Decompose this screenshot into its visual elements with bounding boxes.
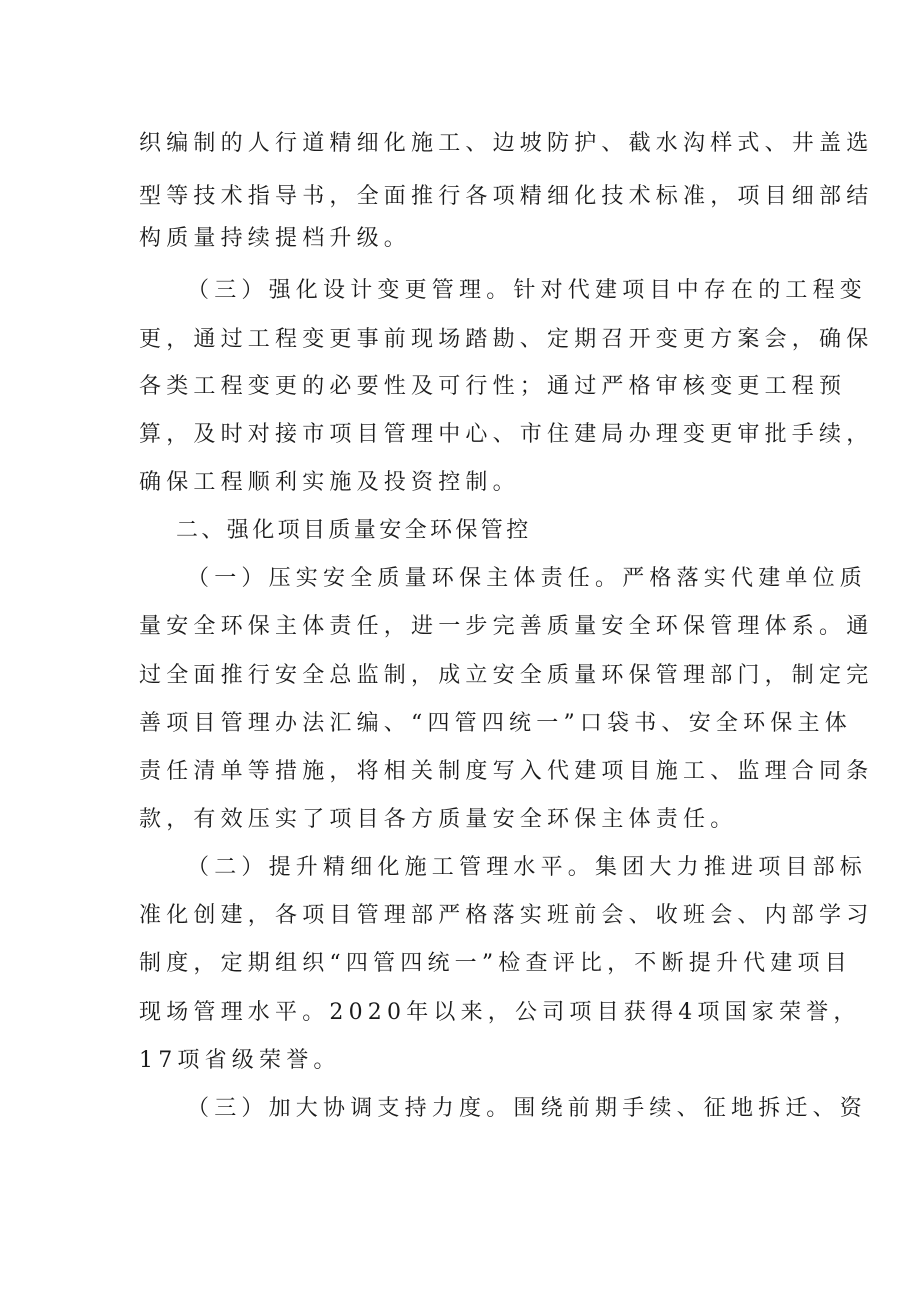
paragraph-line: （三）强化设计变更管理。针对代建项目中存在的工程变 <box>187 278 868 303</box>
paragraph-line: 织编制的人行道精细化施工、边坡防护、截水沟样式、井盖选 <box>139 131 874 156</box>
paragraph-line: 准化创建，各项目管理部严格落实班前会、收班会、内部学习 <box>139 903 874 928</box>
paragraph-line: （三）加大协调支持力度。围绕前期手续、征地拆迁、资 <box>187 1096 868 1121</box>
paragraph-line: 现场管理水平。2020年以来，公司项目获得4项国家荣誉， <box>139 1000 861 1025</box>
paragraph-line: 款，有效压实了项目各方质量安全环保主体责任。 <box>139 807 738 832</box>
paragraph-line: 量安全环保主体责任，进一步完善质量安全环保管理体系。通 <box>139 614 874 639</box>
paragraph-line: 17项省级荣誉。 <box>139 1048 341 1073</box>
paragraph-line: 各类工程变更的必要性及可行性；通过严格审核变更工程预 <box>139 374 847 399</box>
paragraph-line: 算，及时对接市项目管理中心、市住建局办理变更审批手续， <box>139 422 874 447</box>
paragraph-line: 确保工程顺利实施及投资控制。 <box>139 470 520 495</box>
paragraph-line: 更，通过工程变更事前现场踏勘、定期召开变更方案会，确保 <box>139 327 874 352</box>
paragraph-line: （一）压实安全质量环保主体责任。严格落实代建单位质 <box>187 566 868 591</box>
section-heading: 二、强化项目质量安全环保管控 <box>176 518 532 543</box>
paragraph-line: 制度，定期组织“四管四统一”检查评比，不断提升代建项目 <box>139 951 852 976</box>
paragraph-line: 责任清单等措施，将相关制度写入代建项目施工、监理合同条 <box>139 759 874 784</box>
paragraph-line: 型等技术指导书，全面推行各项精细化技术标准，项目细部结 <box>139 184 874 209</box>
paragraph-line: （二）提升精细化施工管理水平。集团大力推进项目部标 <box>187 855 868 880</box>
paragraph-line: 过全面推行安全总监制，成立安全质量环保管理部门，制定完 <box>139 663 874 688</box>
paragraph-line: 善项目管理办法汇编、“四管四统一”口袋书、安全环保主体 <box>139 711 852 736</box>
paragraph-line: 构质量持续提档升级。 <box>139 226 412 251</box>
